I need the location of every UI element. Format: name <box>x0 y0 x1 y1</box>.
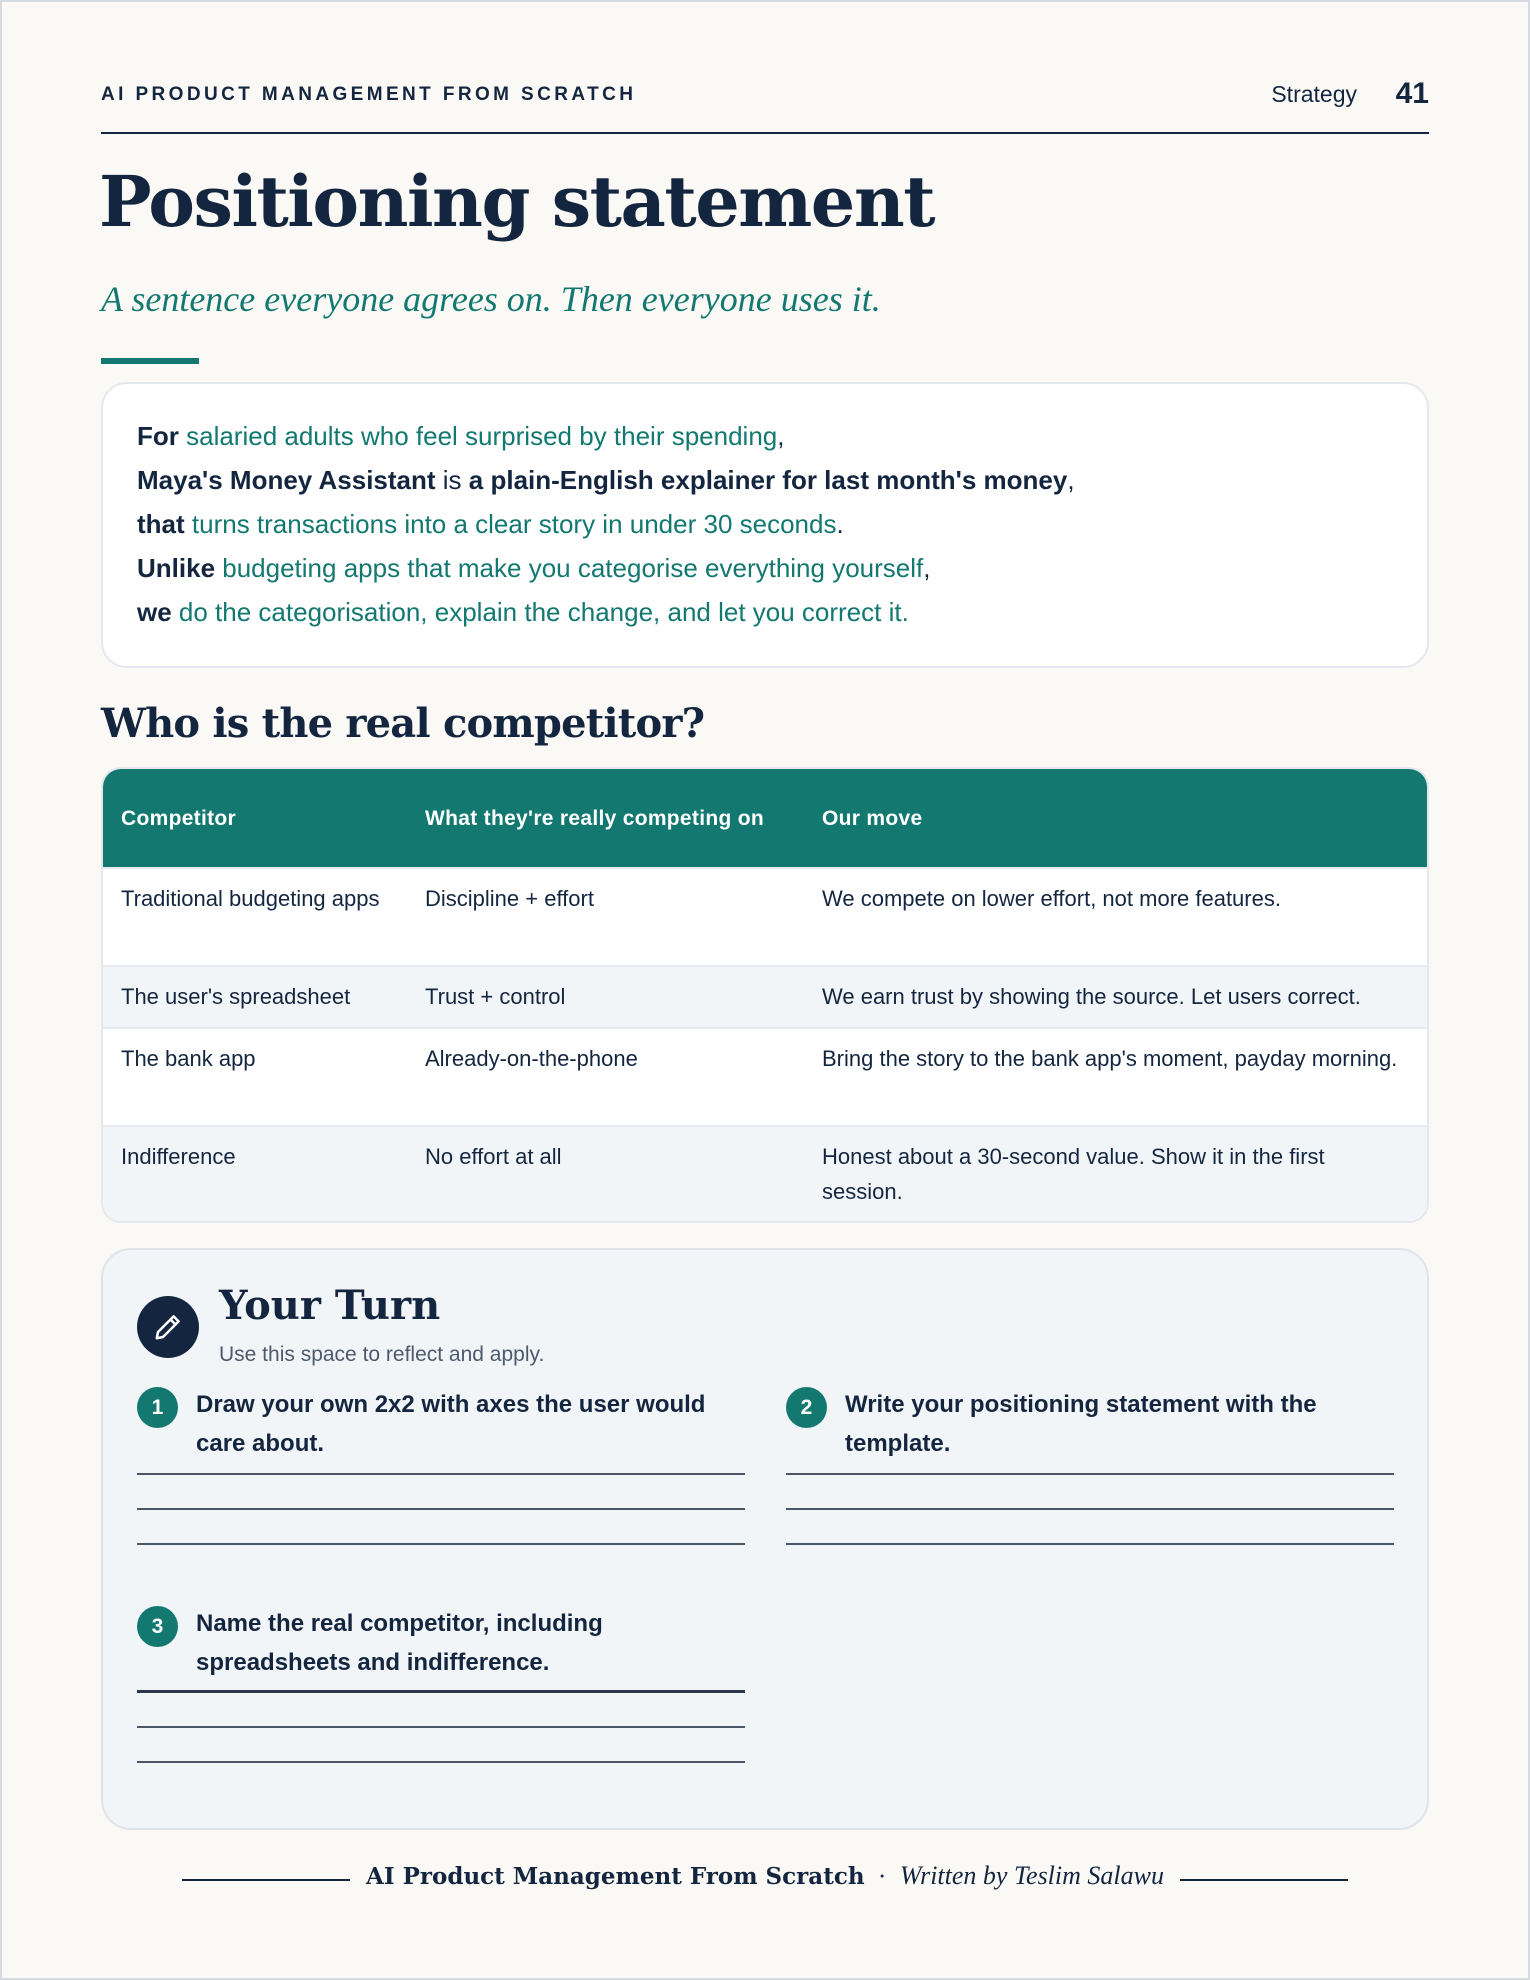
competitor-table <box>101 767 1429 1223</box>
statement-keyword: that <box>137 509 185 539</box>
statement-benefit: turns transactions into a clear story in under 30 seconds <box>184 509 837 539</box>
statement-punct: , <box>923 553 931 583</box>
your-turn-subtitle: Use this space to reflect and apply. <box>219 1343 545 1366</box>
competitor-heading: Who is the real competitor? <box>101 700 705 747</box>
statement-product: Maya's Money Assistant <box>137 465 436 495</box>
table-cell-competing-on: Discipline + effort <box>425 886 594 911</box>
table-row <box>103 965 1427 1027</box>
footer-book-title: AI Product Management From Scratch <box>366 1863 865 1890</box>
statement-target: salaried adults who feel surprised by their spending <box>178 421 778 451</box>
table-header-cell: Competitor <box>121 806 236 830</box>
prompt-number-badge: 3 <box>137 1606 178 1647</box>
statement-punct: , <box>777 421 785 451</box>
statement-keyword: Unlike <box>137 553 216 583</box>
statement-line-we <box>137 590 1393 634</box>
table-cell-competitor: The user's spreadsheet <box>121 984 351 1009</box>
table-cell-competitor: The bank app <box>121 1046 256 1071</box>
prompt-1 <box>137 1385 745 1545</box>
answer-line[interactable] <box>137 1473 745 1475</box>
page-footer <box>182 1861 1348 1897</box>
statement-punct: , <box>1067 465 1075 495</box>
table-cell-competing-on: Trust + control <box>425 984 566 1009</box>
statement-punct: . <box>836 509 844 539</box>
footer-author: Written by Teslim Salawu <box>899 1861 1164 1890</box>
table-cell-our-move: Bring the story to the bank app's moment, payday morning. <box>822 1046 1398 1071</box>
statement-is: is <box>435 465 469 495</box>
statement-keyword: For <box>137 421 179 451</box>
statement-line-that <box>137 502 1393 546</box>
positioning-statement-card <box>101 382 1429 668</box>
your-turn-title: Your Turn <box>219 1282 441 1329</box>
running-header <box>101 78 1429 134</box>
prompt-text: Name the real competitor, including spreadsheets and indifference. <box>196 1610 603 1676</box>
statement-line-product <box>137 458 1393 502</box>
running-book-title: AI PRODUCT MANAGEMENT FROM SCRATCH <box>101 84 637 105</box>
table-cell-competitor: Indifference <box>121 1144 236 1169</box>
answer-line[interactable] <box>786 1508 1394 1510</box>
prompt-text: Write your positioning statement with the template. <box>845 1391 1317 1457</box>
table-header-cell: Our move <box>822 806 923 830</box>
footer-separator: · <box>878 1864 886 1890</box>
page-title: Positioning statement <box>99 160 935 243</box>
accent-rule <box>101 358 199 364</box>
table-header-cell: What they're really competing on <box>425 806 764 830</box>
prompt-3 <box>137 1604 745 1764</box>
statement-line-for <box>137 414 1393 458</box>
table-cell-competitor: Traditional budgeting apps <box>121 886 380 911</box>
table-cell-competing-on: Already-on-the-phone <box>425 1046 638 1071</box>
table-header-row <box>103 769 1427 867</box>
statement-keyword: we <box>137 597 172 627</box>
table-row <box>103 867 1427 965</box>
table-cell-our-move: Honest about a 30-second value. Show it in the first session. <box>822 1144 1325 1204</box>
statement-alternative: budgeting apps that make you categorise everything yourself <box>215 553 924 583</box>
table-row <box>103 1125 1427 1221</box>
table-cell-our-move: We earn trust by showing the source. Let users correct. <box>822 984 1361 1009</box>
prompt-number-badge: 2 <box>786 1387 827 1428</box>
footer-text <box>182 1861 1348 1891</box>
your-turn-card <box>101 1248 1429 1830</box>
statement-category: a plain-English explainer for last month's money <box>468 465 1068 495</box>
page-number: 41 <box>1395 77 1429 110</box>
statement-differentiator: do the categorisation, explain the change, and let you correct it. <box>171 597 909 627</box>
table-row <box>103 1027 1427 1125</box>
footer-rule <box>1180 1879 1348 1881</box>
prompt-text: Draw your own 2x2 with axes the user would care about. <box>196 1391 706 1457</box>
answer-line[interactable] <box>137 1726 745 1728</box>
answer-line[interactable] <box>137 1690 745 1693</box>
answer-line[interactable] <box>137 1543 745 1545</box>
prompt-2 <box>786 1385 1394 1545</box>
statement-line-unlike <box>137 546 1393 590</box>
answer-line[interactable] <box>137 1761 745 1763</box>
answer-line[interactable] <box>786 1473 1394 1475</box>
table-cell-competing-on: No effort at all <box>425 1144 562 1169</box>
prompt-number-badge: 1 <box>137 1387 178 1428</box>
pencil-icon <box>137 1296 199 1358</box>
answer-line[interactable] <box>137 1508 745 1510</box>
running-section-name: Strategy <box>1271 81 1357 107</box>
page-subtitle: A sentence everyone agrees on. Then everyone uses it. <box>101 279 881 319</box>
answer-line[interactable] <box>786 1543 1394 1545</box>
table-cell-our-move: We compete on lower effort, not more features. <box>822 886 1281 911</box>
